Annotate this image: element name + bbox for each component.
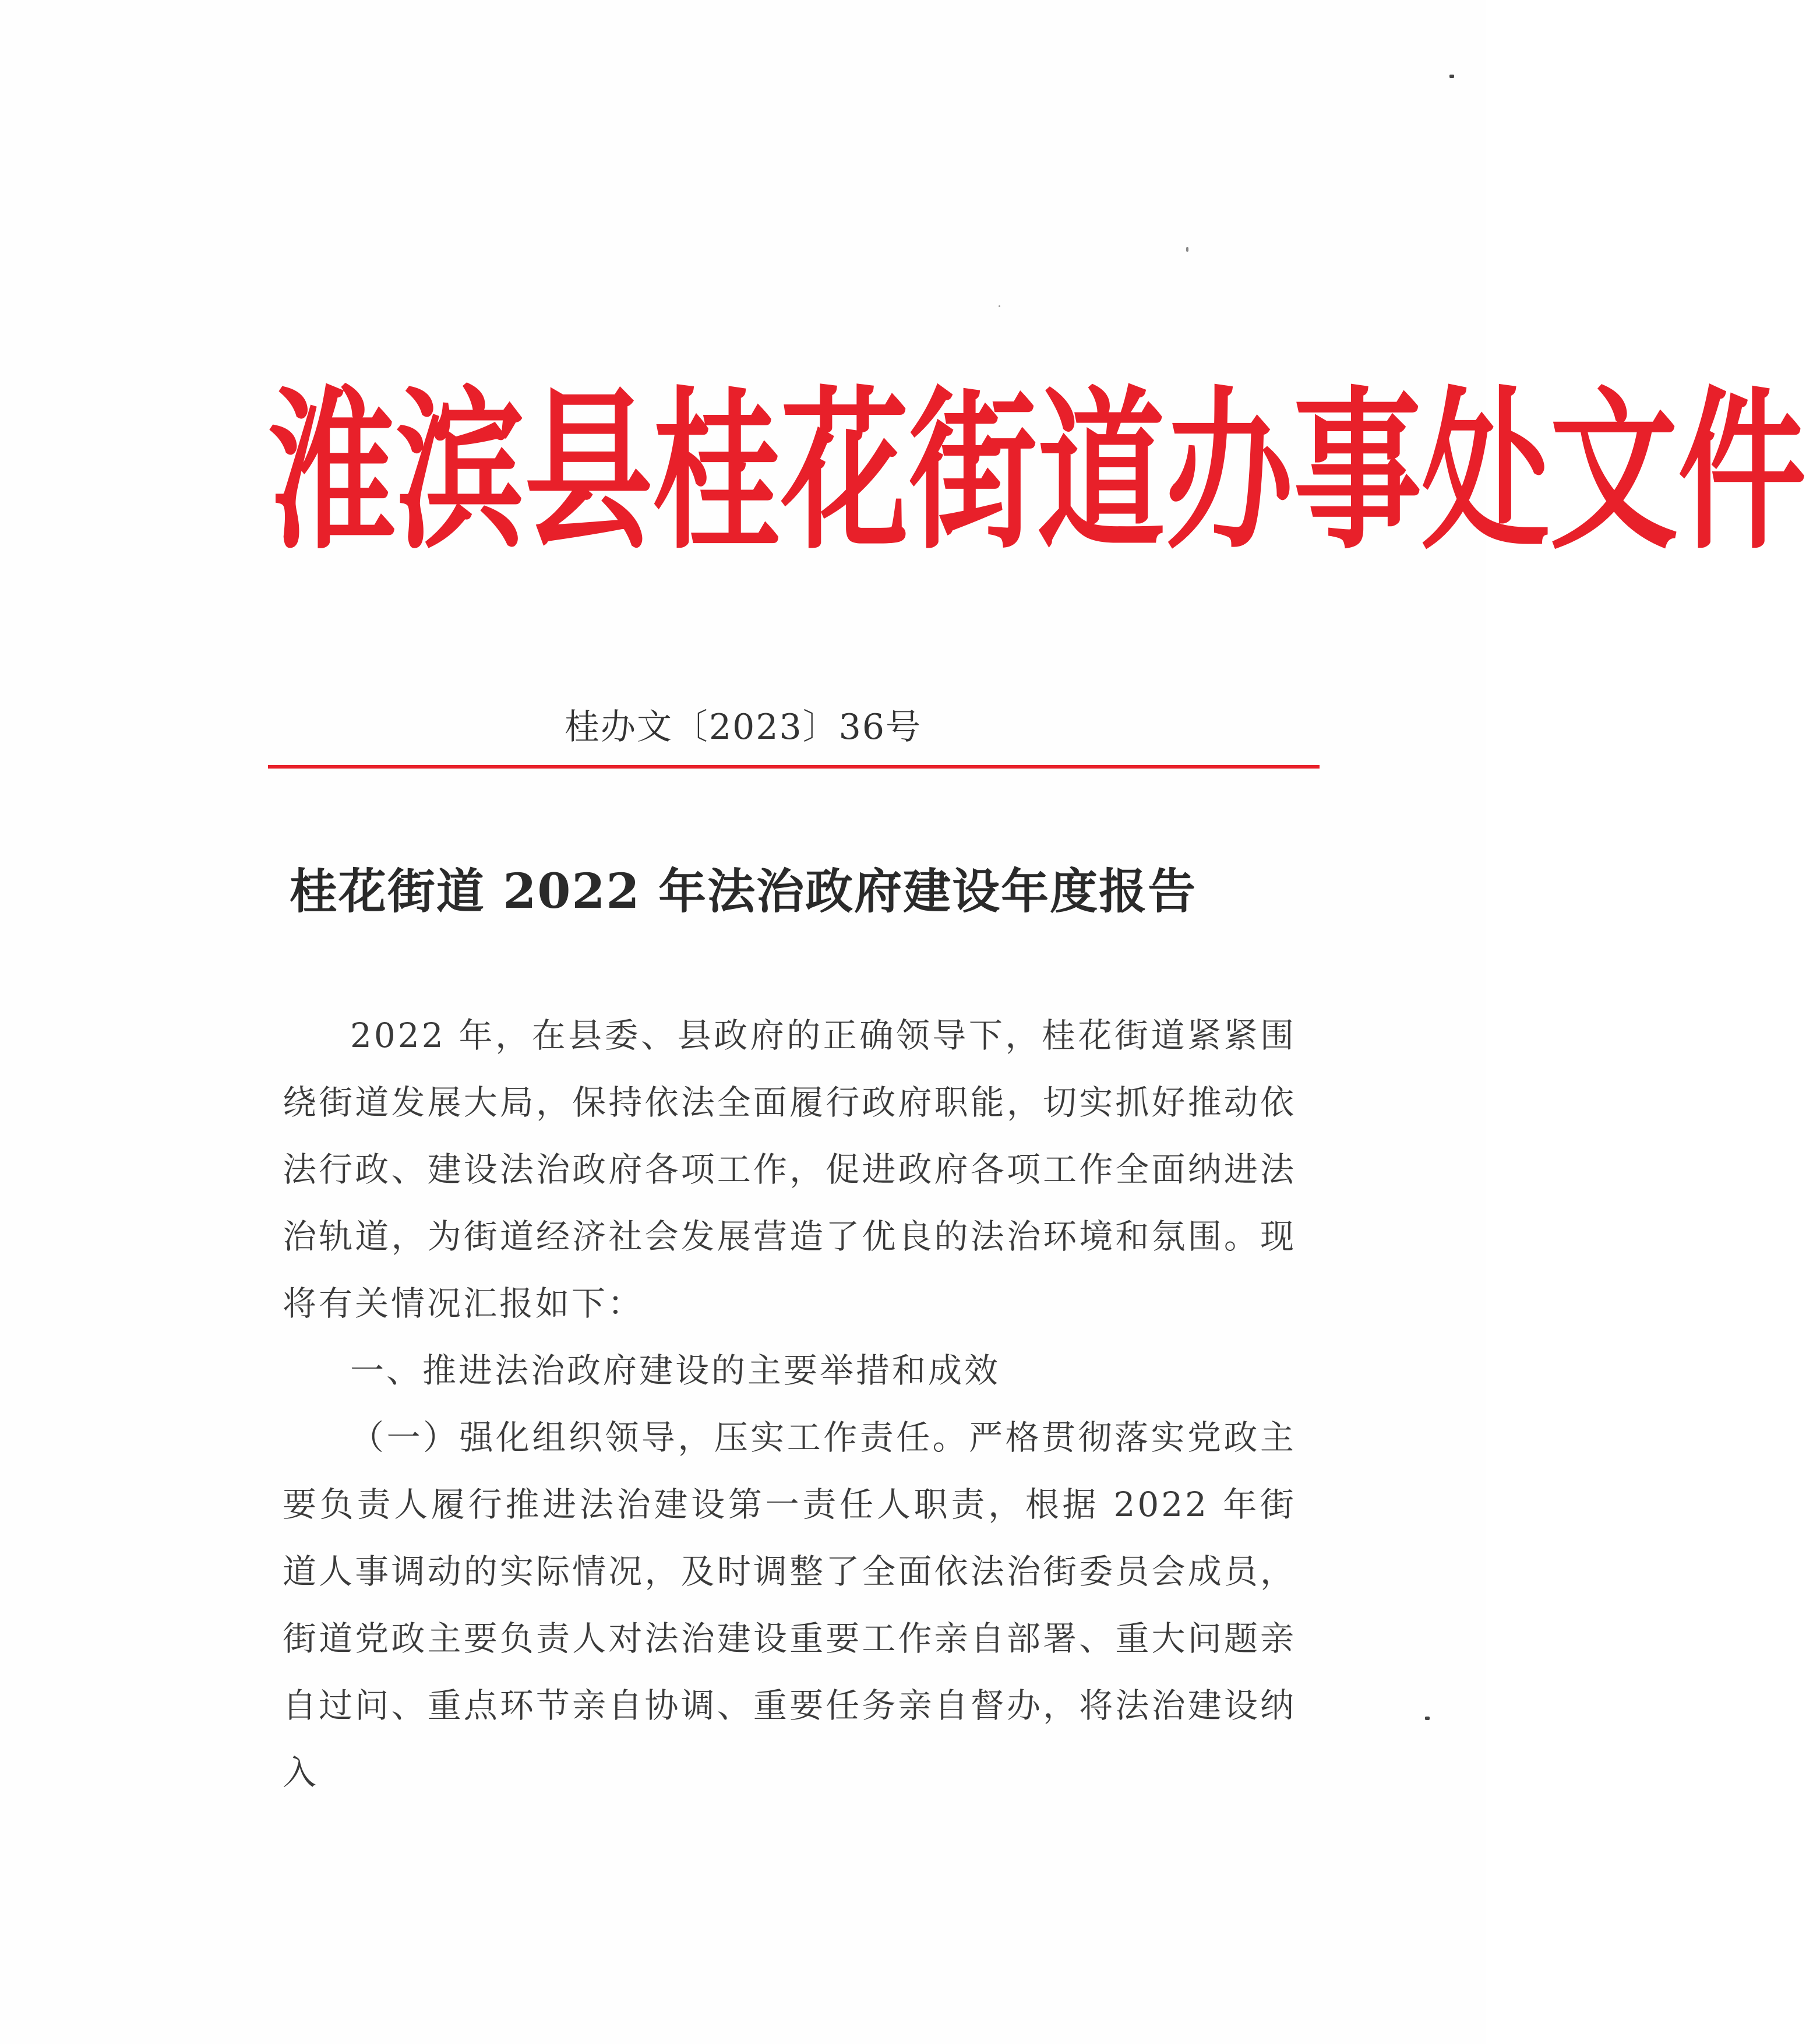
masthead-char: 件 <box>1678 371 1806 573</box>
masthead-char: 街 <box>909 371 1038 573</box>
masthead-char: 办 <box>1165 371 1294 573</box>
masthead-char: 事 <box>1293 371 1422 573</box>
masthead-char: 县 <box>524 371 653 573</box>
masthead-char: 文 <box>1550 371 1678 573</box>
section-heading: 一、推进法治政府建设的主要举措和成效 <box>350 1351 1001 1390</box>
scan-speck <box>1186 247 1188 252</box>
body-paragraph: （一）强化组织领导，压实工作责任。严格贯彻落实党政主要负责人履行推进法治建设第一责任人职责，根据 2022 年街道人事调动的实际情况，及时调整了全面依法治街委员会成员，街道党政主要负责人对法治建设重要工作亲自部署、重大问题亲自过问、重点环节亲自协调、重要任务亲自督办，将法治建设纳入 <box>283 1418 1296 1792</box>
red-divider-rule <box>268 765 1320 769</box>
masthead-char: 桂 <box>652 371 781 573</box>
scan-speck <box>999 305 1000 307</box>
report-body <box>283 1002 1296 1806</box>
scan-speck <box>1449 75 1454 78</box>
masthead-char: 处 <box>1421 371 1550 573</box>
document-number: 桂办文〔2023〕36号 <box>564 707 922 748</box>
masthead-char: 滨 <box>396 371 525 573</box>
masthead-char: 淮 <box>268 371 397 573</box>
intro-paragraph: 2022 年，在县委、县政府的正确领导下，桂花街道紧紧围绕街道发展大局，保持依法全面履行政府职能，切实抓好推动依法行政、建设法治政府各项工作，促进政府各项工作全面纳进法治轨道，为街道经济社会发展营造了优良的法治环境和氛围。现将有关情况汇报如下： <box>283 1016 1296 1323</box>
document-masthead <box>268 371 1806 573</box>
scan-speck <box>1425 1717 1430 1720</box>
masthead-char: 花 <box>781 371 909 573</box>
report-title: 桂花街道 2022 年法治政府建设年度报告 <box>289 864 1197 919</box>
masthead-char: 道 <box>1037 371 1166 573</box>
